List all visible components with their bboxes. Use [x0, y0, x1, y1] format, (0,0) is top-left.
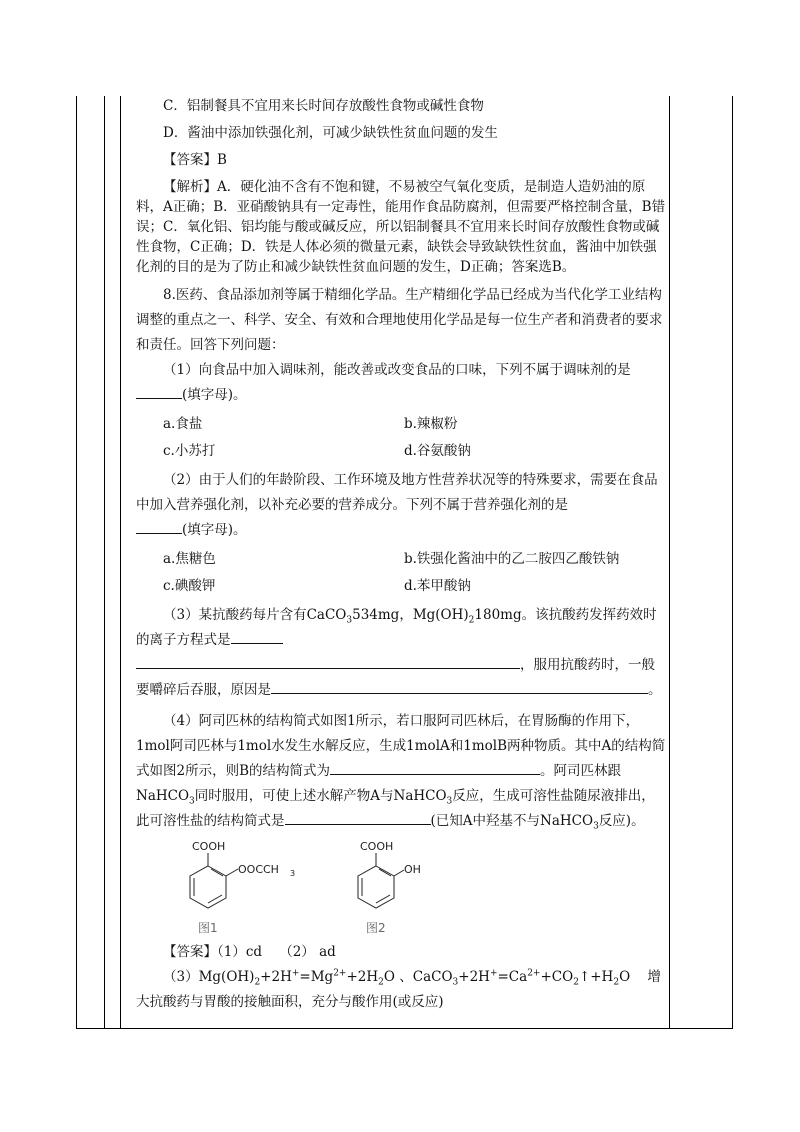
document-body: [136, 96, 666, 1015]
option-c: c.小苏打: [163, 443, 216, 459]
table-line-left-3: [120, 96, 121, 1028]
q8-answer-line2: $(3)Mg(OH)_2+2H^+=Mg^{2+}+2H_2O$ 、$CaCO_3+2H^+=Ca^{2+}+CO_2↑+H_2O$ 增大抗酸药与胃酸的接触面积，充分与酸作用(或反应): [136, 968, 661, 1010]
table-line-left-outer: [76, 96, 77, 1028]
q7-analysis: 【解析】A．硬化油不含有不饱和键，不易被空气氧化变质，是制造人造奶油的原料，A正确；B．亚硝酸钠具有一定毒性，能用作食品防腐剂，但需要严格控制含量，B错误；C．氧化铝、铝均能与酸或碱反应，所以铝制餐具不宜用来长时间存放酸性食物或碱性食物，C正确；D．铁是人体必须的微量元素，缺铁会导致缺铁性贫血，酱油中加铁强化剂的目的是为了防止和减少缺铁性贫血问题的发生，D正确；答案选B。: [136, 179, 666, 275]
figure-2-caption: 图2: [366, 921, 386, 935]
q7-option-d: D．酱油中添加铁强化剂，可减少缺铁性贫血问题的发生: [163, 125, 498, 141]
table-line-right-outer: [732, 96, 733, 1028]
blank-4a[interactable]: [330, 760, 540, 775]
structure-figures: [174, 838, 666, 940]
q8-part2-options-row2: [163, 576, 666, 597]
fig2-oh: OH: [404, 863, 421, 876]
blank-3c[interactable]: [271, 679, 648, 694]
option-d: d.谷氨酸钠: [404, 443, 471, 459]
blank-4b[interactable]: [285, 810, 431, 825]
q8-intro: 8.医药、食品添加剂等属于精细化学品。生产精细化学品已经成为当代化学工业结构调整的重点之一、科学、安全、有效和合理地使用化学品是每一位生产者和消费者的要求和责任。回答下列问题：: [136, 287, 663, 353]
fig2-cooh: COOH: [360, 840, 394, 853]
q8-part2: （2）由于人们的年龄阶段、工作环境及地方性营养状况等的特殊要求，需要在食品中加入营养强化剂，以补充必要的营养成分。下列不属于营养强化剂的是 (填字母)。: [136, 472, 658, 538]
q8-part1: （1）向食品中加入调味剂，能改善或改变食品的口味，下列不属于调味剂的是 (填字母)。: [136, 358, 666, 408]
figure-2: [346, 838, 446, 947]
fig1-substituent: OOCCH: [238, 863, 279, 876]
q8-answer-line1: 【答案】（1）cd （2） ad: [163, 944, 336, 960]
blank-2[interactable]: [136, 519, 182, 534]
q8-part3: （3）某抗酸药每片含有CaCO$_3$534mg，$Mg(OH)_2180mg$。该抗酸药发挥药效时的离子方程式是 ，服用抗酸药时，一般要嚼碎后吞服，原因是 。: [136, 607, 662, 698]
salicylic-acid-structure-diagram: [346, 838, 446, 940]
figure-1: [174, 838, 314, 947]
option-a: a.焦糖色: [163, 551, 216, 567]
q8-part2-options-row1: [163, 549, 666, 570]
option-b: b.铁强化酱油中的乙二胺四乙酸铁钠: [404, 551, 620, 567]
q8-part1-options-row1: [163, 414, 666, 435]
blank-3b[interactable]: [136, 654, 520, 669]
table-line-left-2: [104, 96, 105, 1028]
table-line-bottom: [76, 1028, 733, 1029]
option-d: d.苯甲酸钠: [404, 578, 471, 594]
fig1-cooh: COOH: [192, 840, 226, 853]
option-b: b.辣椒粉: [404, 416, 458, 432]
blank-1[interactable]: [136, 384, 182, 399]
q8-part4: （4）阿司匹林的结构简式如图1所示，若口服阿司匹林后，在胃肠酶的作用下，1mol阿司匹林与1mol水发生水解反应，生成1molA和1molB两种物质。其中A的结构简式如图2所示，则B的结构简式为 。阿司匹林跟NaHCO$_3$同时服用，可使上述水解产物A与NaHCO$_3$反应，生成可溶性盐随尿液排出，此可溶性盐的结构简式是 (已知A中羟基不与NaHCO$_3$反应)。: [136, 713, 666, 832]
q8-part1-options-row2: [163, 441, 666, 462]
q7-answer: 【答案】B: [163, 152, 227, 168]
q7-option-c: C．铝制餐具不宜用来长时间存放酸性食物或碱性食物: [163, 98, 484, 114]
option-a: a.食盐: [163, 416, 203, 432]
figure-1-caption: 图1: [198, 921, 218, 935]
fig1-substituent-subscript: 3: [290, 869, 296, 878]
aspirin-structure-diagram: [174, 838, 314, 940]
table-line-right-inner: [669, 96, 670, 1028]
option-c: c.碘酸钾: [163, 578, 216, 594]
blank-3a[interactable]: [231, 629, 283, 644]
